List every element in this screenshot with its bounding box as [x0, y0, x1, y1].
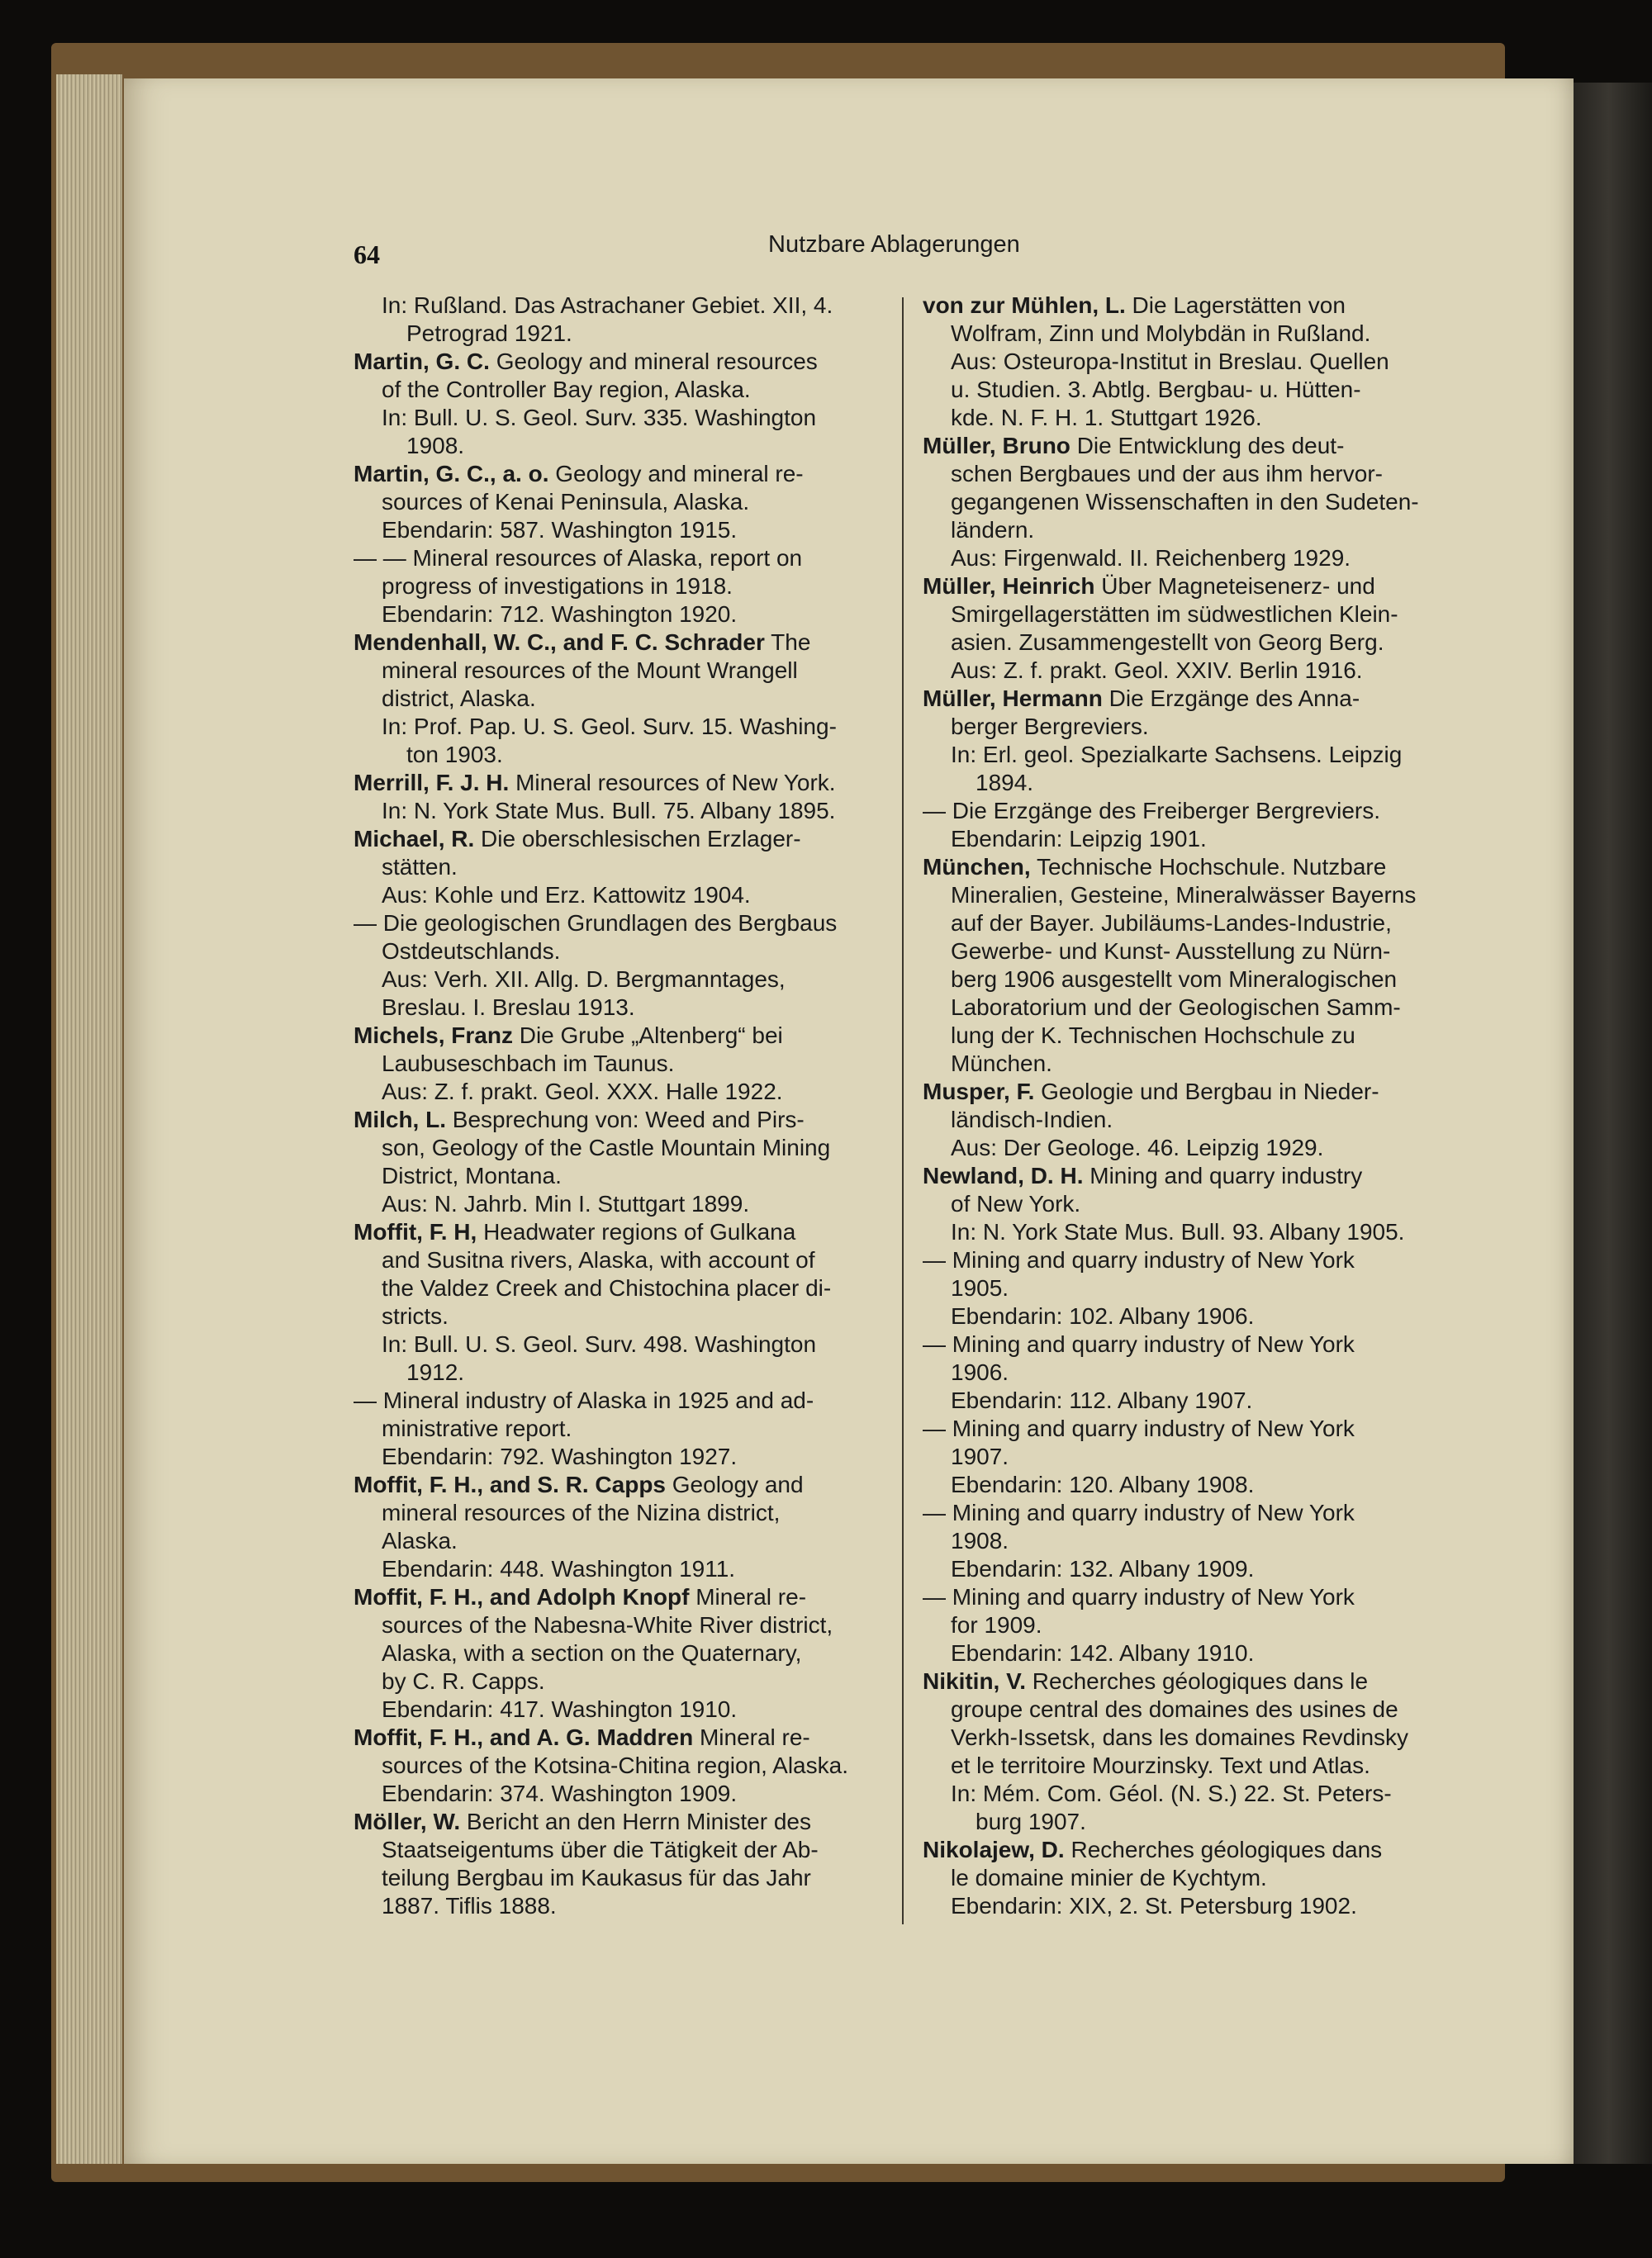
- line-text: Aus: Z. f. prakt. Geol. XXIV. Berlin 1916.: [951, 657, 1363, 683]
- line-text: — Mining and quarry industry of New York: [923, 1500, 1355, 1525]
- line-text: — Mining and quarry industry of New York: [923, 1247, 1355, 1273]
- line-text: Ebendarin: 792. Washington 1927.: [382, 1444, 738, 1469]
- entry-line: [923, 1359, 1455, 1387]
- entry-heading-line: [923, 572, 1455, 600]
- author-name: Merrill, F. J. H.: [354, 770, 510, 795]
- line-text: Aus: Osteuropa-Institut in Breslau. Quellen: [951, 349, 1389, 374]
- entry-line: [923, 460, 1455, 488]
- line-text: Ebendarin: Leipzig 1901.: [951, 826, 1207, 851]
- line-text: Geology and: [672, 1472, 804, 1497]
- line-text: Aus: Verh. XII. Allg. D. Bergmanntages,: [382, 966, 786, 992]
- line-text: Ebendarin: 120. Albany 1908.: [951, 1472, 1255, 1497]
- author-name: Moffit, F. H,: [354, 1219, 477, 1245]
- line-text: Geology and mineral re-: [555, 461, 804, 486]
- line-text: In: N. York State Mus. Bull. 93. Albany 1905.: [951, 1219, 1405, 1245]
- entry-line: [354, 1274, 886, 1302]
- entry-line: [354, 713, 886, 741]
- entry-line: [354, 1639, 886, 1667]
- line-text: progress of investigations in 1918.: [382, 573, 733, 599]
- line-text: schen Bergbaues und der aus ihm hervor-: [951, 461, 1383, 486]
- line-text: Ebendarin: 102. Albany 1906.: [951, 1303, 1255, 1329]
- line-text: et le territoire Mourzinsky. Text und Atlas.: [951, 1753, 1370, 1778]
- line-text: In: Prof. Pap. U. S. Geol. Surv. 15. Washing-: [382, 714, 837, 739]
- author-name: Nikitin, V.: [923, 1668, 1027, 1694]
- line-text: Mineralien, Gesteine, Mineralwässer Bayerns: [951, 882, 1417, 908]
- entry-line: [923, 1246, 1455, 1274]
- line-text: Staatseigentums über die Tätigkeit der Ab-: [382, 1837, 819, 1862]
- entry-heading-line: [354, 1218, 886, 1246]
- entry-line: [354, 797, 886, 825]
- entry-line: [923, 825, 1455, 853]
- line-text: Geologie und Bergbau in Nieder-: [1041, 1079, 1379, 1104]
- line-text: Ostdeutschlands.: [382, 938, 561, 964]
- entry-line: [354, 1415, 886, 1443]
- author-name: München,: [923, 854, 1031, 880]
- line-text: 1912.: [406, 1359, 465, 1385]
- author-name: Müller, Bruno: [923, 433, 1070, 458]
- entry-line: [354, 1780, 886, 1808]
- entry-line: [923, 741, 1455, 769]
- entry-line: [354, 488, 886, 516]
- entry-line: [354, 657, 886, 685]
- line-text: Über Magneteisenerz- und: [1101, 573, 1375, 599]
- entry-line: [354, 1078, 886, 1106]
- line-text: Geology and mineral resources: [496, 349, 818, 374]
- line-text: Ebendarin: 587. Washington 1915.: [382, 517, 738, 543]
- line-text: sources of the Nabesna-White River district,: [382, 1612, 833, 1638]
- book-binding-shadow: [1574, 83, 1652, 2164]
- line-text: 1908.: [406, 433, 465, 458]
- entry-line: [923, 1331, 1455, 1359]
- entry-line: [354, 572, 886, 600]
- line-text: son, Geology of the Castle Mountain Mining: [382, 1135, 831, 1160]
- entry-line: [923, 1611, 1455, 1639]
- entry-line: [354, 909, 886, 937]
- line-text: berger Bergreviers.: [951, 714, 1149, 739]
- author-name: Michels, Franz: [354, 1022, 513, 1048]
- line-text: Breslau. I. Breslau 1913.: [382, 994, 635, 1020]
- entry-heading-line: [923, 853, 1455, 881]
- line-text: Wolfram, Zinn und Molybdän in Rußland.: [951, 320, 1371, 346]
- entry-line: [923, 657, 1455, 685]
- line-text: Recherches géologiques dans le: [1032, 1668, 1369, 1694]
- entry-line: [354, 292, 886, 320]
- entry-line: [354, 1667, 886, 1696]
- author-name: Müller, Hermann: [923, 685, 1103, 711]
- line-text: — Mining and quarry industry of New York: [923, 1416, 1355, 1441]
- author-name: Moffit, F. H., and Adolph Knopf: [354, 1584, 690, 1610]
- entry-heading-line: [923, 1667, 1455, 1696]
- entry-line: [354, 1359, 886, 1387]
- line-text: Aus: Z. f. prakt. Geol. XXX. Halle 1922.: [382, 1079, 783, 1104]
- entry-line: [354, 965, 886, 994]
- entry-line: [354, 994, 886, 1022]
- entry-heading-line: [923, 1162, 1455, 1190]
- line-text: 1887. Tiflis 1888.: [382, 1893, 557, 1919]
- line-text: München.: [951, 1051, 1052, 1076]
- entry-line: [923, 1274, 1455, 1302]
- line-text: kde. N. F. H. 1. Stuttgart 1926.: [951, 405, 1262, 430]
- entry-line: [923, 1780, 1455, 1808]
- entry-heading-line: [354, 825, 886, 853]
- entry-line: [923, 1527, 1455, 1555]
- entry-heading-line: [923, 292, 1455, 320]
- line-text: — Die Erzgänge des Freiberger Bergreviers.: [923, 798, 1381, 823]
- entry-line: [923, 1218, 1455, 1246]
- line-text: Ebendarin: 448. Washington 1911.: [382, 1556, 736, 1582]
- entry-heading-line: [923, 685, 1455, 713]
- entry-line: [354, 544, 886, 572]
- entry-line: [923, 1415, 1455, 1443]
- entry-line: [354, 937, 886, 965]
- entry-line: [923, 1864, 1455, 1892]
- line-text: groupe central des domaines des usines de: [951, 1696, 1398, 1722]
- entry-line: [923, 1134, 1455, 1162]
- entry-heading-line: [354, 1106, 886, 1134]
- line-text: 1908.: [951, 1528, 1009, 1554]
- entry-line: [354, 600, 886, 629]
- entry-line: [354, 1527, 886, 1555]
- entry-line: [923, 769, 1455, 797]
- entry-line: [923, 488, 1455, 516]
- line-text: mineral resources of the Mount Wrangell: [382, 657, 798, 683]
- line-text: and Susitna rivers, Alaska, with account of: [382, 1247, 815, 1273]
- line-text: Die Lagerstätten von: [1132, 292, 1346, 318]
- entry-line: [923, 404, 1455, 432]
- entry-line: [923, 320, 1455, 348]
- line-text: District, Montana.: [382, 1163, 562, 1188]
- entry-heading-line: [354, 769, 886, 797]
- line-text: The: [771, 629, 811, 655]
- entry-line: [354, 1864, 886, 1892]
- line-text: by C. R. Capps.: [382, 1668, 545, 1694]
- entry-line: [354, 1696, 886, 1724]
- page-number: 64: [354, 240, 380, 269]
- line-text: Alaska.: [382, 1528, 458, 1554]
- entry-line: [923, 881, 1455, 909]
- entry-heading-line: [354, 1022, 886, 1050]
- author-name: Martin, G. C., a. o.: [354, 461, 549, 486]
- line-text: Mineral re-: [699, 1724, 810, 1750]
- line-text: lung der K. Technischen Hochschule zu: [951, 1022, 1355, 1048]
- author-name: von zur Mühlen, L.: [923, 292, 1126, 318]
- line-text: Die oberschlesischen Erzlager-: [481, 826, 801, 851]
- entry-line: [923, 1022, 1455, 1050]
- line-text: ministrative report.: [382, 1416, 572, 1441]
- entry-line: [354, 1134, 886, 1162]
- line-text: — Mining and quarry industry of New York: [923, 1331, 1355, 1357]
- line-text: teilung Bergbau im Kaukasus für das Jahr: [382, 1865, 811, 1890]
- line-text: Ebendarin: 374. Washington 1909.: [382, 1781, 738, 1806]
- entry-line: [354, 516, 886, 544]
- line-text: Aus: Kohle und Erz. Kattowitz 1904.: [382, 882, 751, 908]
- line-text: Mineral resources of New York.: [515, 770, 836, 795]
- line-text: 1906.: [951, 1359, 1009, 1385]
- line-text: Besprechung von: Weed and Pirs-: [452, 1107, 805, 1132]
- entry-line: [354, 376, 886, 404]
- line-text: Laubuseschbach im Taunus.: [382, 1051, 675, 1076]
- entry-heading-line: [354, 1808, 886, 1836]
- line-text: Mineral re-: [695, 1584, 807, 1610]
- line-text: Verkh-Issetsk, dans les domaines Revdinsky: [951, 1724, 1409, 1750]
- entry-line: [923, 629, 1455, 657]
- line-text: Ebendarin: 112. Albany 1907.: [951, 1388, 1253, 1413]
- line-text: Aus: Firgenwald. II. Reichenberg 1929.: [951, 545, 1351, 571]
- line-text: Ebendarin: 417. Washington 1910.: [382, 1696, 738, 1722]
- entry-line: [923, 544, 1455, 572]
- entry-line: [923, 1696, 1455, 1724]
- line-text: berg 1906 ausgestellt vom Mineralogischen: [951, 966, 1398, 992]
- line-text: Aus: N. Jahrb. Min I. Stuttgart 1899.: [382, 1191, 750, 1217]
- line-text: Mining and quarry industry: [1089, 1163, 1363, 1188]
- line-text: Bericht an den Herrn Minister des: [466, 1809, 811, 1834]
- entry-heading-line: [923, 1836, 1455, 1864]
- line-text: stricts.: [382, 1303, 449, 1329]
- author-name: Martin, G. C.: [354, 349, 490, 374]
- entry-line: [923, 348, 1455, 376]
- line-text: Gewerbe- und Kunst- Ausstellung zu Nürn-: [951, 938, 1391, 964]
- entry-line: [354, 1190, 886, 1218]
- entry-line: [923, 1892, 1455, 1920]
- line-text: sources of Kenai Peninsula, Alaska.: [382, 489, 750, 515]
- entry-line: [354, 1331, 886, 1359]
- line-text: mineral resources of the Nizina district,: [382, 1500, 781, 1525]
- line-text: for 1909.: [951, 1612, 1042, 1638]
- line-text: In: Bull. U. S. Geol. Surv. 335. Washington: [382, 405, 817, 430]
- line-text: le domaine minier de Kychtym.: [951, 1865, 1267, 1890]
- line-text: of the Controller Bay region, Alaska.: [382, 377, 751, 402]
- entry-line: [354, 1752, 886, 1780]
- author-name: Milch, L.: [354, 1107, 446, 1132]
- line-text: Alaska, with a section on the Quaternary,: [382, 1640, 802, 1666]
- line-text: auf der Bayer. Jubiläums-Landes-Industrie,: [951, 910, 1392, 936]
- entry-heading-line: [923, 1078, 1455, 1106]
- line-text: Ebendarin: XIX, 2. St. Petersburg 1902.: [951, 1893, 1357, 1919]
- entry-line: [923, 1443, 1455, 1471]
- entry-line: [923, 1583, 1455, 1611]
- entry-line: [354, 1555, 886, 1583]
- entry-line: [923, 994, 1455, 1022]
- column-divider: [902, 297, 904, 1924]
- line-text: In: Erl. geol. Spezialkarte Sachsens. Leipzig: [951, 742, 1403, 767]
- entry-line: [923, 600, 1455, 629]
- line-text: Recherches géologiques dans: [1070, 1837, 1383, 1862]
- line-text: ton 1903.: [406, 742, 503, 767]
- line-text: gegangenen Wissenschaften in den Sudeten-: [951, 489, 1419, 515]
- entry-line: [923, 1724, 1455, 1752]
- entry-line: [923, 376, 1455, 404]
- author-name: Musper, F.: [923, 1079, 1035, 1104]
- line-text: district, Alaska.: [382, 685, 536, 711]
- line-text: Die Erzgänge des Anna-: [1108, 685, 1360, 711]
- line-text: — Die geologischen Grundlagen des Bergbaus: [354, 910, 838, 936]
- line-text: the Valdez Creek and Chistochina placer di-: [382, 1275, 832, 1301]
- entry-line: [923, 1471, 1455, 1499]
- line-text: ländern.: [951, 517, 1035, 543]
- entry-line: [923, 1387, 1455, 1415]
- line-text: Ebendarin: 712. Washington 1920.: [382, 601, 738, 627]
- line-text: 1905.: [951, 1275, 1009, 1301]
- entry-heading-line: [923, 432, 1455, 460]
- line-text: Smirgellagerstätten im südwestlichen Klein-: [951, 601, 1398, 627]
- line-text: — — Mineral resources of Alaska, report on: [354, 545, 803, 571]
- entry-line: [923, 713, 1455, 741]
- entry-line: [354, 404, 886, 432]
- author-name: Moffit, F. H., and A. G. Maddren: [354, 1724, 694, 1750]
- entry-heading-line: [354, 629, 886, 657]
- entry-line: [354, 1499, 886, 1527]
- line-text: of New York.: [951, 1191, 1081, 1217]
- line-text: Petrograd 1921.: [406, 320, 572, 346]
- author-name: Möller, W.: [354, 1809, 461, 1834]
- entry-line: [923, 1555, 1455, 1583]
- line-text: sources of the Kotsina-Chitina region, Alaska.: [382, 1753, 848, 1778]
- line-text: stätten.: [382, 854, 458, 880]
- line-text: In: Bull. U. S. Geol. Surv. 498. Washington: [382, 1331, 817, 1357]
- entry-heading-line: [354, 1471, 886, 1499]
- line-text: Headwater regions of Gulkana: [483, 1219, 796, 1245]
- entry-line: [354, 1611, 886, 1639]
- line-text: ländisch-Indien.: [951, 1107, 1113, 1132]
- entry-line: [923, 1190, 1455, 1218]
- line-text: u. Studien. 3. Abtlg. Bergbau- u. Hütten-: [951, 377, 1361, 402]
- line-text: In: Mém. Com. Géol. (N. S.) 22. St. Peters-: [951, 1781, 1392, 1806]
- entry-line: [354, 320, 886, 348]
- line-text: — Mineral industry of Alaska in 1925 and ad-: [354, 1388, 814, 1413]
- entry-line: [923, 1050, 1455, 1078]
- line-text: 1907.: [951, 1444, 1009, 1469]
- line-text: burg 1907.: [976, 1809, 1086, 1834]
- entry-line: [923, 1302, 1455, 1331]
- entry-line: [923, 1106, 1455, 1134]
- line-text: Ebendarin: 142. Albany 1910.: [951, 1640, 1255, 1666]
- entry-line: [354, 853, 886, 881]
- entry-line: [354, 1162, 886, 1190]
- line-text: — Mining and quarry industry of New York: [923, 1584, 1355, 1610]
- left-column: [354, 292, 886, 1920]
- entry-line: [354, 1246, 886, 1274]
- line-text: In: N. York State Mus. Bull. 75. Albany 1895.: [382, 798, 836, 823]
- line-text: asien. Zusammengestellt von Georg Berg.: [951, 629, 1384, 655]
- entry-line: [354, 1387, 886, 1415]
- author-name: Müller, Heinrich: [923, 573, 1095, 599]
- entry-line: [923, 909, 1455, 937]
- line-text: Die Grube „Altenberg“ bei: [519, 1022, 783, 1048]
- entry-line: [923, 797, 1455, 825]
- entry-line: [923, 1752, 1455, 1780]
- entry-heading-line: [354, 1724, 886, 1752]
- line-text: Die Entwicklung des deut-: [1076, 433, 1345, 458]
- right-column: [923, 292, 1455, 1920]
- entry-line: [923, 1808, 1455, 1836]
- entry-heading-line: [354, 1583, 886, 1611]
- line-text: Aus: Der Geologe. 46. Leipzig 1929.: [951, 1135, 1324, 1160]
- author-name: Michael, R.: [354, 826, 475, 851]
- entry-heading-line: [354, 460, 886, 488]
- line-text: Technische Hochschule. Nutzbare: [1036, 854, 1387, 880]
- entry-line: [923, 937, 1455, 965]
- entry-line: [354, 1302, 886, 1331]
- entry-line: [354, 1050, 886, 1078]
- author-name: Moffit, F. H., and S. R. Capps: [354, 1472, 666, 1497]
- entry-line: [923, 1639, 1455, 1667]
- author-name: Newland, D. H.: [923, 1163, 1084, 1188]
- running-head: Nutzbare Ablagerungen: [768, 231, 1020, 258]
- entry-line: [354, 881, 886, 909]
- entry-line: [354, 741, 886, 769]
- entry-line: [354, 1892, 886, 1920]
- entry-line: [923, 516, 1455, 544]
- author-name: Mendenhall, W. C., and F. C. Schrader: [354, 629, 765, 655]
- entry-line: [354, 1836, 886, 1864]
- line-text: Ebendarin: 132. Albany 1909.: [951, 1556, 1255, 1582]
- entry-line: [923, 965, 1455, 994]
- entry-heading-line: [354, 348, 886, 376]
- entry-line: [354, 1443, 886, 1471]
- line-text: 1894.: [976, 770, 1034, 795]
- entry-line: [923, 1499, 1455, 1527]
- entry-line: [354, 432, 886, 460]
- author-name: Nikolajew, D.: [923, 1837, 1065, 1862]
- page-edges: [56, 74, 122, 2164]
- line-text: In: Rußland. Das Astrachaner Gebiet. XII, 4.: [382, 292, 833, 318]
- entry-line: [354, 685, 886, 713]
- line-text: Laboratorium und der Geologischen Samm-: [951, 994, 1401, 1020]
